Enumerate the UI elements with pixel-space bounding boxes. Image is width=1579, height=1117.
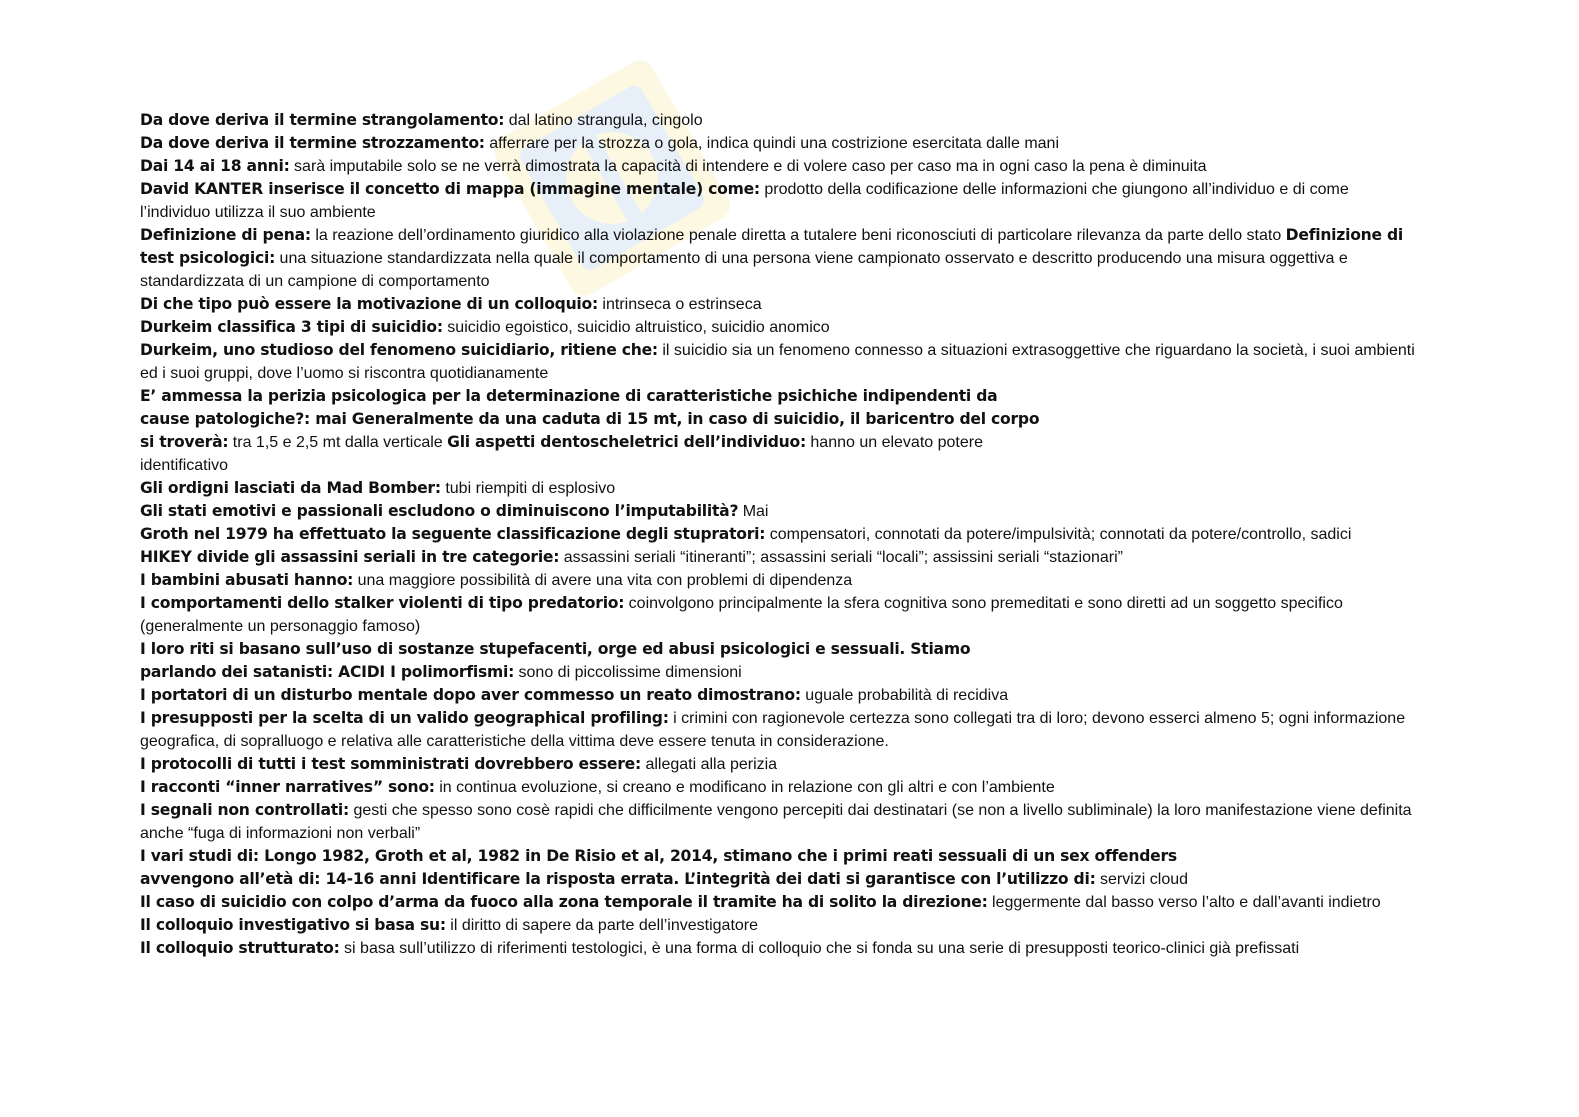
answer: compensatori, connotati da potere/impulsività; connotati da potere/controllo, sadici [765,526,1352,543]
answer: Mai [738,503,769,520]
question: Groth nel 1979 ha effettuato la seguente classificazione degli stupratori: [140,525,766,543]
answer: intrinseca o estrinseca [597,296,762,313]
qa-entry [140,638,1000,684]
question: Dai 14 ai 18 anni: [140,157,290,175]
qa-entry [140,914,1415,937]
qa-entry [140,523,1415,546]
answer: la reazione dell’ordinamento giuridico alla violazione penale diretta a tutalere beni riconosciuti di particolare rilevanza da parte dello stato [310,227,1286,244]
qa-entry [140,845,1220,891]
question: Durkeim, uno studioso del fenomeno suicidiario, ritiene che: [140,341,658,359]
question: David KANTER inserisce il concetto di mappa (immagine mentale) come: [140,180,760,198]
qa-entry [140,546,1415,569]
question: Da dove deriva il termine strangolamento: [140,111,505,129]
answer: una maggiore possibilità di avere una vita con problemi di dipendenza [353,572,853,589]
qa-entry [140,224,1415,293]
question: E’ ammessa la perizia psicologica per la determinazione di caratteristiche psichiche indipendenti da cause patologiche?: mai Generalmente da una caduta di 15 mt, in caso di suicidio, il baricentro del corpo si troverà: [140,387,1040,451]
answer: si basa sull’utilizzo di riferimenti testologici, è una forma di colloquio che si fonda su una serie di presupposti teorico-clinici già prefissati [339,940,1300,957]
qa-entry [140,891,1415,914]
qa-entry [140,753,1415,776]
qa-entry [140,776,1415,799]
answer: gesti che spesso sono cosè rapidi che difficilmente vengono percepiti dai destinatari (se non a livello subliminale) la loro manifestazione viene definita anche “fuga di informazioni non verbali” [140,802,1412,842]
qa-entry [140,109,1415,132]
answer: leggermente dal basso verso l’alto e dall’avanti indietro [987,894,1381,911]
answer: afferrare per la strozza o gola, indica quindi una costrizione esercitata dalle mani [484,135,1060,152]
qa-entry [140,155,1415,178]
qa-entry [140,937,1415,960]
question: Durkeim classifica 3 tipi di suicidio: [140,318,443,336]
question: HIKEY divide gli assassini seriali in tre categorie: [140,548,560,566]
question: Gli stati emotivi e passionali escludono o diminuiscono l’imputabilità? [140,502,739,520]
answer: prodotto della codificazione delle informazioni che giungono all’individuo e di come l’individuo utilizza il suo ambiente [140,181,1349,221]
qa-entry [140,799,1415,845]
qa-entry [140,178,1415,224]
answer: uguale probabilità di recidiva [800,687,1009,704]
qa-entry [140,500,1415,523]
answer: tubi riempiti di esplosivo [440,480,616,497]
answer: assassini seriali “itineranti”; assassini seriali “locali”; assissini seriali “stazionari” [559,549,1123,566]
qa-entry [140,316,1415,339]
question: I comportamenti dello stalker violenti di tipo predatorio: [140,594,625,612]
question: Da dove deriva il termine strozzamento: [140,134,485,152]
answer: sarà imputabile solo se ne verrà dimostrata la capacità di intendere e di volere caso per caso ma in ogni caso la pena è diminuita [289,158,1207,175]
answer: allegati alla perizia [641,756,778,773]
question: Gli aspetti dentoscheletrici dell’individuo: [447,433,806,451]
answer: i crimini con ragionevole certezza sono collegati tra di loro; devono esserci almeno 5; ogni informazione geografica, di sopralluogo e relativa alle caratteristiche della vittima deve essere tenuta in considerazione. [140,710,1406,750]
qa-entry [140,684,1415,707]
question: Il caso di suicidio con colpo d’arma da fuoco alla zona temporale il tramite ha di solito la direzione: [140,893,988,911]
qa-entry [140,707,1415,753]
question: I segnali non controllati: [140,801,350,819]
answer: hanno un elevato potere identificativo [140,434,983,474]
qa-entry [140,293,1415,316]
qa-entry [140,385,1050,477]
answer: suicidio egoistico, suicidio altruistico, suicidio anomico [442,319,830,336]
qa-entry [140,132,1415,155]
question: Definizione di test psicologici: [140,226,1404,267]
question: I presupposti per la scelta di un valido geographical profiling: [140,709,669,727]
answer: tra 1,5 e 2,5 mt dalla verticale [228,434,448,451]
qa-entry [140,592,1415,638]
answer: una situazione standardizzata nella quale il comportamento di una persona viene campionato osservato e descritto producendo una misura oggettiva e standardizzata di un campione di comportamento [140,250,1348,290]
answer: in continua evoluzione, si creano e modificano in relazione con gli altri e con l’ambiente [434,779,1055,796]
qa-list [140,109,1415,960]
answer: servizi cloud [1095,871,1189,888]
question: Il colloquio investigativo si basa su: [140,916,446,934]
question: Definizione di pena: [140,226,311,244]
question: I portatori di un disturbo mentale dopo aver commesso un reato dimostrano: [140,686,801,704]
qa-entry [140,569,1415,592]
question: Di che tipo può essere la motivazione di un colloquio: [140,295,598,313]
question: I racconti “inner narratives” sono: [140,778,435,796]
question: I bambini abusati hanno: [140,571,354,589]
answer: coinvolgono principalmente la sfera cognitiva sono premeditati e sono diretti ad un soggetto specifico (generalmente un personaggio famoso) [140,595,1343,635]
answer: sono di piccolissime dimensioni [514,664,742,681]
qa-entry [140,339,1415,385]
question: I vari studi di: Longo 1982, Groth et al, 1982 in De Risio et al, 2014, stimano che i primi reati sessuali di un sex offenders avvengono all’età di: 14-16 anni Identificare la risposta errata. L’integrità dei dati si garantisce con l’utilizzo di: [140,847,1177,888]
answer: il diritto di sapere da parte dell’investigatore [445,917,759,934]
answer: il suicidio sia un fenomeno connesso a situazioni extrasoggettive che riguardano la società, i suoi ambienti ed i suoi gruppi, dove l’uomo si riscontra quotidianamente [140,342,1415,382]
qa-entry [140,477,1415,500]
answer: dal latino strangula, cingolo [504,112,703,129]
question: Il colloquio strutturato: [140,939,340,957]
question: Gli ordigni lasciati da Mad Bomber: [140,479,441,497]
question: I protocolli di tutti i test somministrati dovrebbero essere: [140,755,641,773]
question: I loro riti si basano sull’uso di sostanze stupefacenti, orge ed abusi psicologici e sessuali. Stiamo parlando dei satanisti: ACIDI I polimorfismi: [140,640,971,681]
